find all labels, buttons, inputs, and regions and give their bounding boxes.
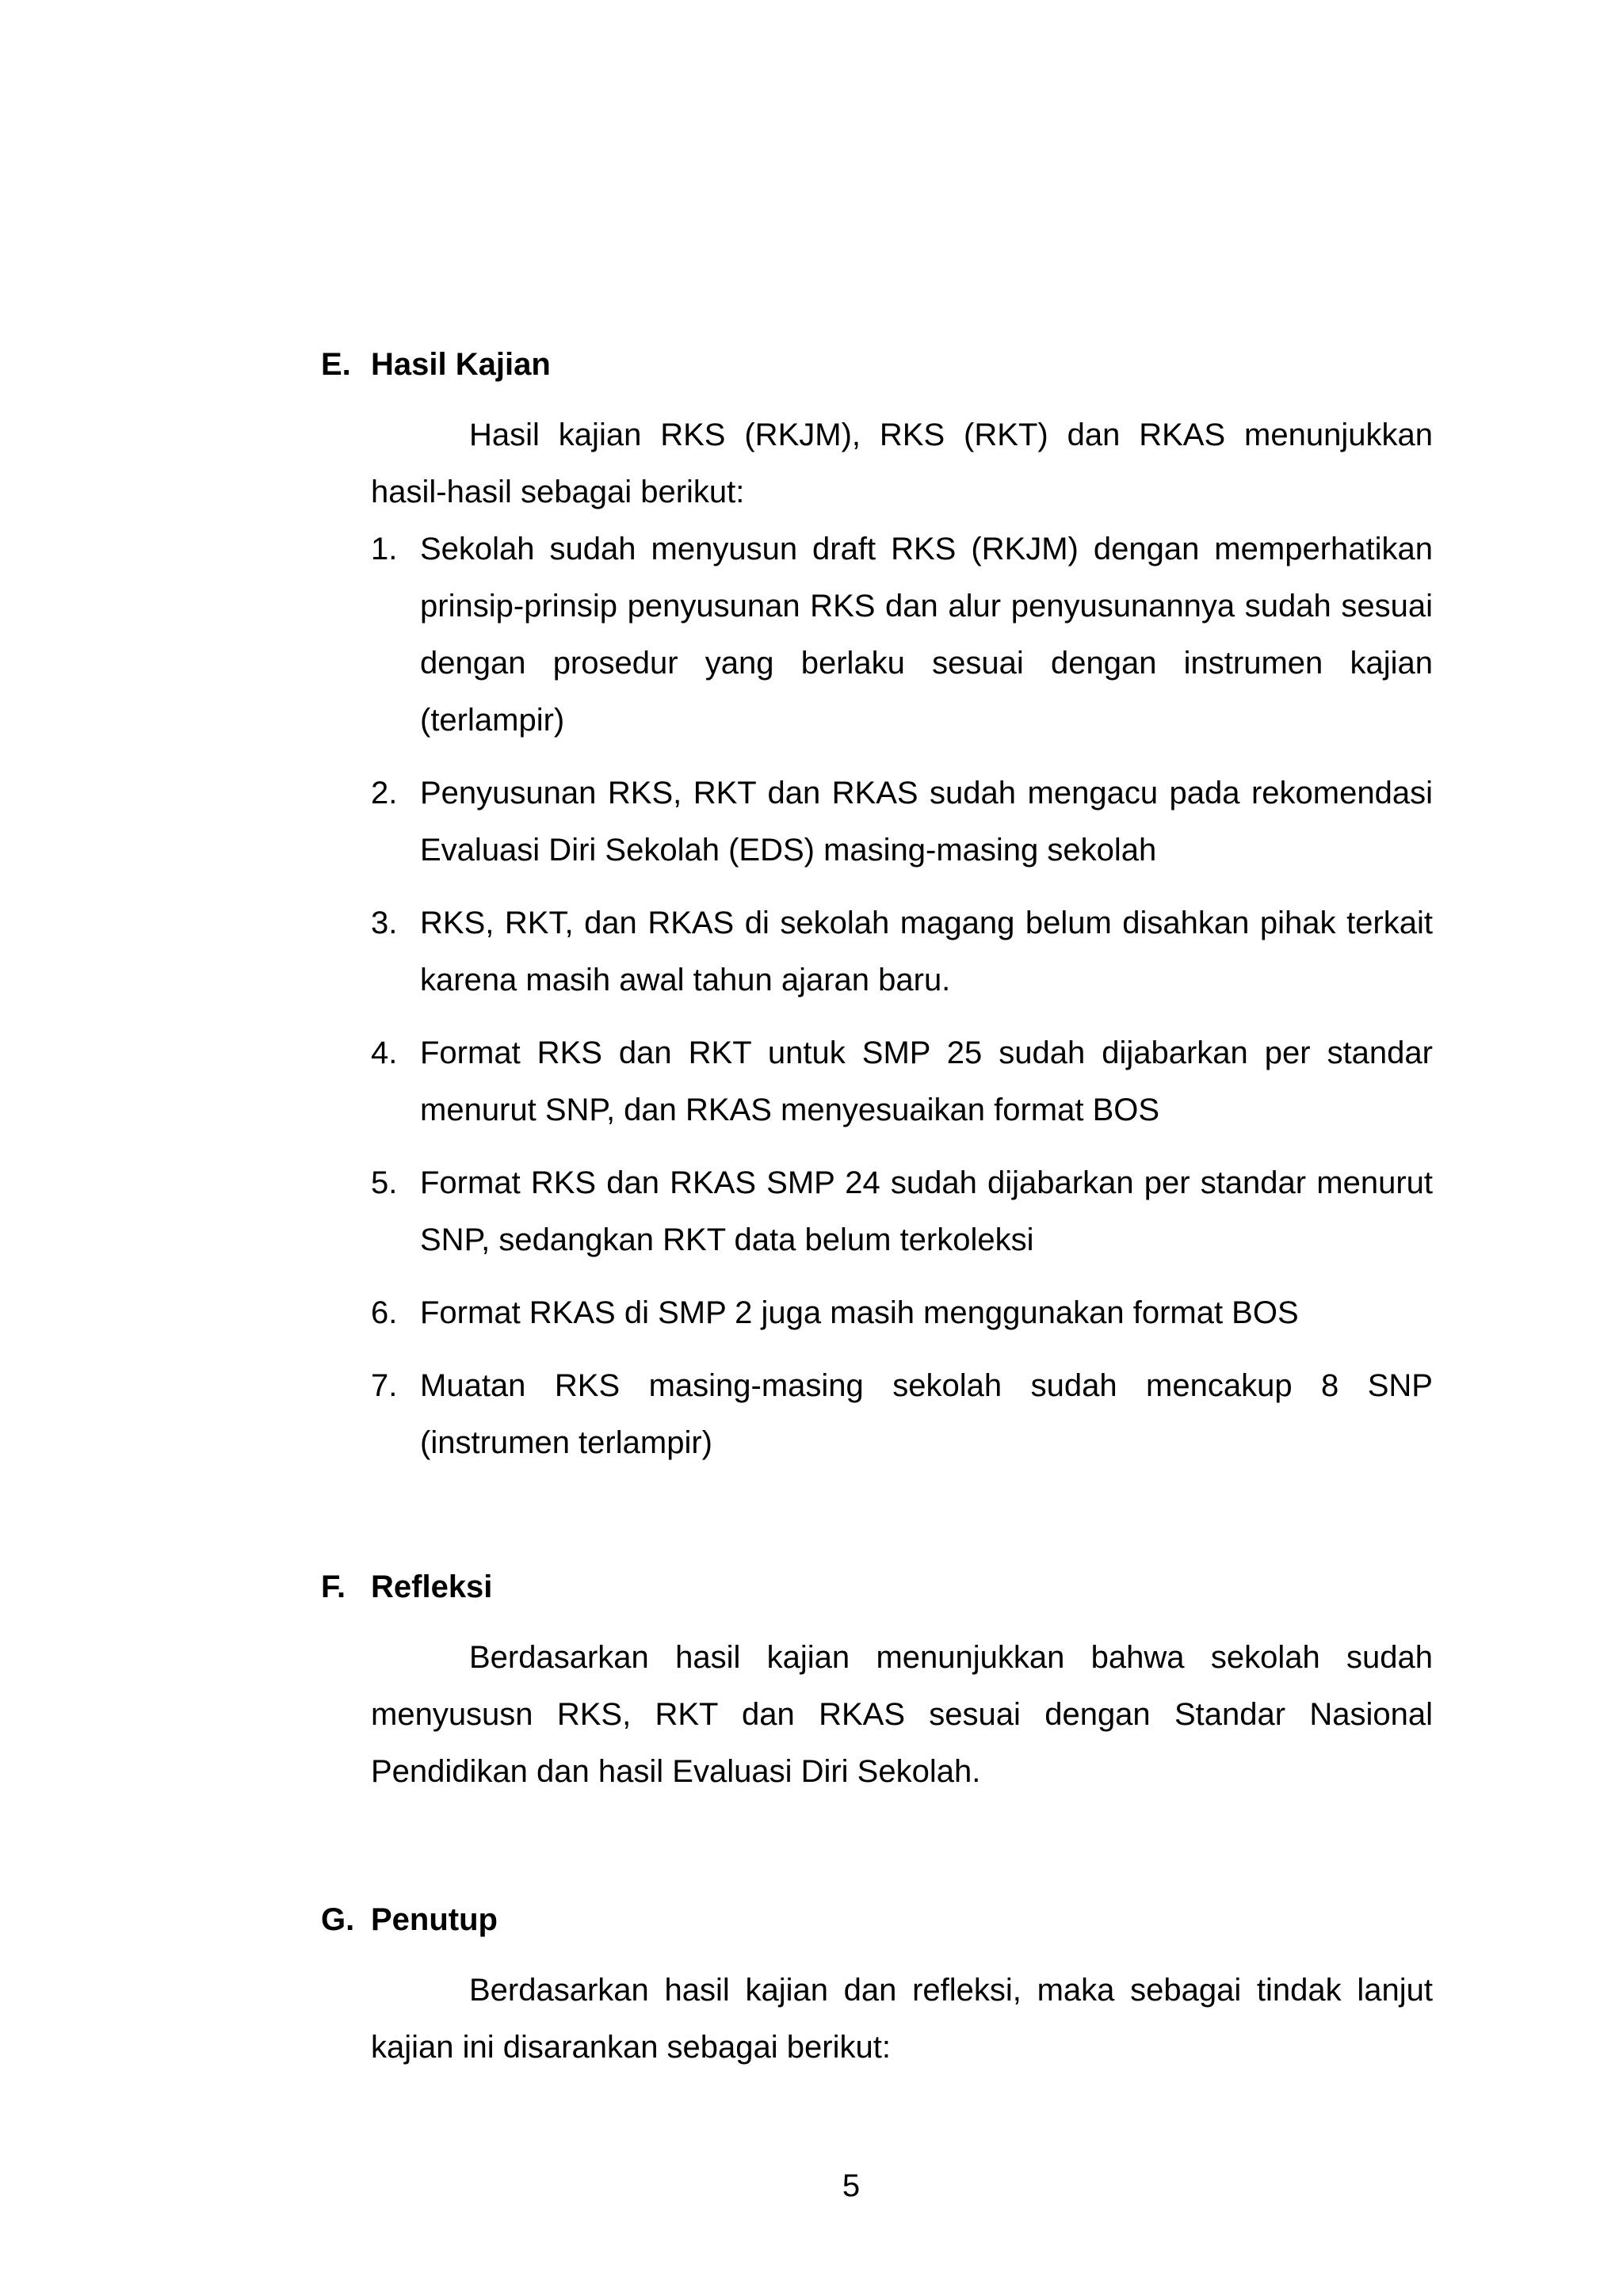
- findings-list: [371, 521, 1433, 1487]
- list-item-number: 4.: [371, 1035, 398, 1070]
- section-body-paragraph: Berdasarkan hasil kajian menunjukkan bahwa sekolah sudah menyususn RKS, RKT dan RKAS sesuai dengan Standar Nasional Pendidikan dan hasil Evaluasi Diri Sekolah.: [371, 1640, 1433, 1789]
- list-item: [371, 1024, 1433, 1138]
- section-title: Penutup: [371, 1902, 498, 1937]
- list-item-text: RKS, RKT, dan RKAS di sekolah magang belum disahkan pihak terkait karena masih awal tahun ajaran baru.: [420, 906, 1433, 997]
- list-item: [371, 765, 1433, 879]
- section-hasil-kajian: [321, 346, 1433, 1460]
- section-letter: E.: [321, 347, 351, 382]
- list-item-text: Format RKS dan RKT untuk SMP 25 sudah dijabarkan per standar menurut SNP, dan RKAS menyesuaikan format BOS: [420, 1035, 1433, 1127]
- section-title: Hasil Kajian: [371, 347, 551, 382]
- list-item-number: 6.: [371, 1295, 398, 1330]
- section-heading: [321, 1901, 1430, 1938]
- section-letter: F.: [321, 1569, 346, 1604]
- list-item-number: 7.: [371, 1368, 398, 1403]
- list-item-number: 1.: [371, 532, 398, 566]
- list-item-number: 3.: [371, 906, 398, 940]
- list-item: [371, 1284, 1433, 1341]
- list-item: [371, 1357, 1433, 1471]
- section-intro-paragraph: Hasil kajian RKS (RKJM), RKS (RKT) dan RKAS menunjukkan hasil-hasil sebagai berikut:: [371, 418, 1433, 509]
- list-item-text: Format RKS dan RKAS SMP 24 sudah dijabarkan per standar menurut SNP, sedangkan RKT data belum terkoleksi: [420, 1165, 1433, 1257]
- list-item-number: 2.: [371, 776, 398, 810]
- page-number: 5: [842, 2168, 861, 2203]
- list-item-text: Format RKAS di SMP 2 juga masih menggunakan format BOS: [420, 1295, 1299, 1330]
- section-penutup: [321, 1901, 1433, 2065]
- list-item: [371, 521, 1433, 749]
- section-body-paragraph: Berdasarkan hasil kajian dan refleksi, maka sebagai tindak lanjut kajian ini disarankan sebagai berikut:: [371, 1973, 1433, 2065]
- list-item-text: Sekolah sudah menyusun draft RKS (RKJM) dengan memperhatikan prinsip-prinsip penyusunan RKS dan alur penyusunannya sudah sesuai dengan prosedur yang berlaku sesuai dengan instrumen kajian (terlampir): [420, 532, 1433, 738]
- list-item: [371, 894, 1433, 1009]
- list-item-number: 5.: [371, 1165, 398, 1200]
- list-item-text: Muatan RKS masing-masing sekolah sudah mencakup 8 SNP (instrumen terlampir): [420, 1368, 1433, 1460]
- section-title: Refleksi: [371, 1569, 493, 1604]
- section-letter: G.: [321, 1902, 355, 1937]
- list-item-text: Penyusunan RKS, RKT dan RKAS sudah mengacu pada rekomendasi Evaluasi Diri Sekolah (EDS) masing-masing sekolah: [420, 776, 1433, 868]
- section-heading: [321, 346, 1430, 383]
- section-heading: [321, 1569, 1430, 1605]
- list-item: [371, 1154, 1433, 1268]
- section-refleksi: [321, 1569, 1433, 1789]
